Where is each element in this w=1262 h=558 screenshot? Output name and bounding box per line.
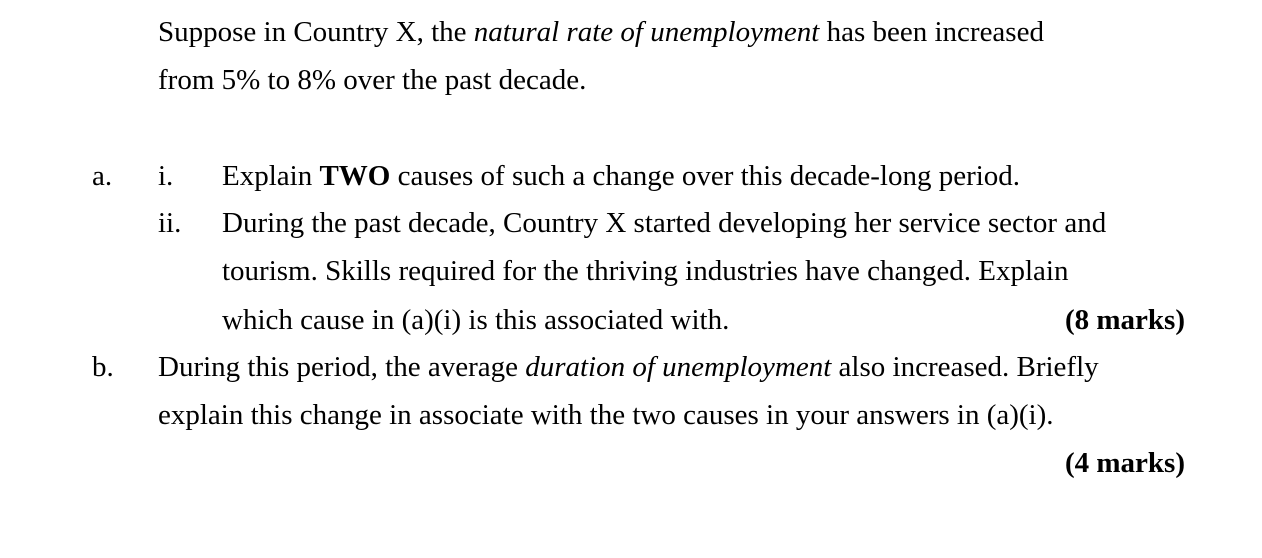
part-a-label: a. [92,160,113,192]
part-a-ii-label: ii. [158,207,182,239]
part-b-marks: (4 marks) [1064,447,1185,479]
part-b-line-1 [158,350,1099,384]
part-a-i-text-end: causes of such a change over this decade-long period. [390,160,1021,192]
part-a-ii-line-2: tourism. Skills required for the thriving industries have changed. Explain [222,255,1069,287]
part-a-i-text-start: Explain [222,160,320,192]
part-b-line-2: explain this change in associate with the two causes in your answers in (a)(i). [158,399,1054,431]
intro-line-1 [158,15,1044,49]
part-b-label: b. [92,351,114,383]
part-b-emphasis: duration of unemployment [525,351,832,383]
part-a-ii-line-1: During the past decade, Country X started developing her service sector and [222,207,1107,239]
part-a-i-bold: TWO [319,160,391,192]
part-a-ii-line-3: which cause in (a)(i) is this associated with. [222,304,730,336]
intro-text-end: has been increased [819,16,1044,48]
intro-text-start: Suppose in Country X, the [158,16,474,48]
part-a-i-label: i. [158,160,174,192]
part-a-marks: (8 marks) [1064,304,1185,336]
part-b-text-end: also increased. Briefly [831,351,1099,383]
part-a-i-text [222,159,1020,193]
intro-emphasis: natural rate of unemployment [473,16,820,48]
intro-line-2: from 5% to 8% over the past decade. [158,64,587,96]
part-b-text-start: During this period, the average [158,351,526,383]
